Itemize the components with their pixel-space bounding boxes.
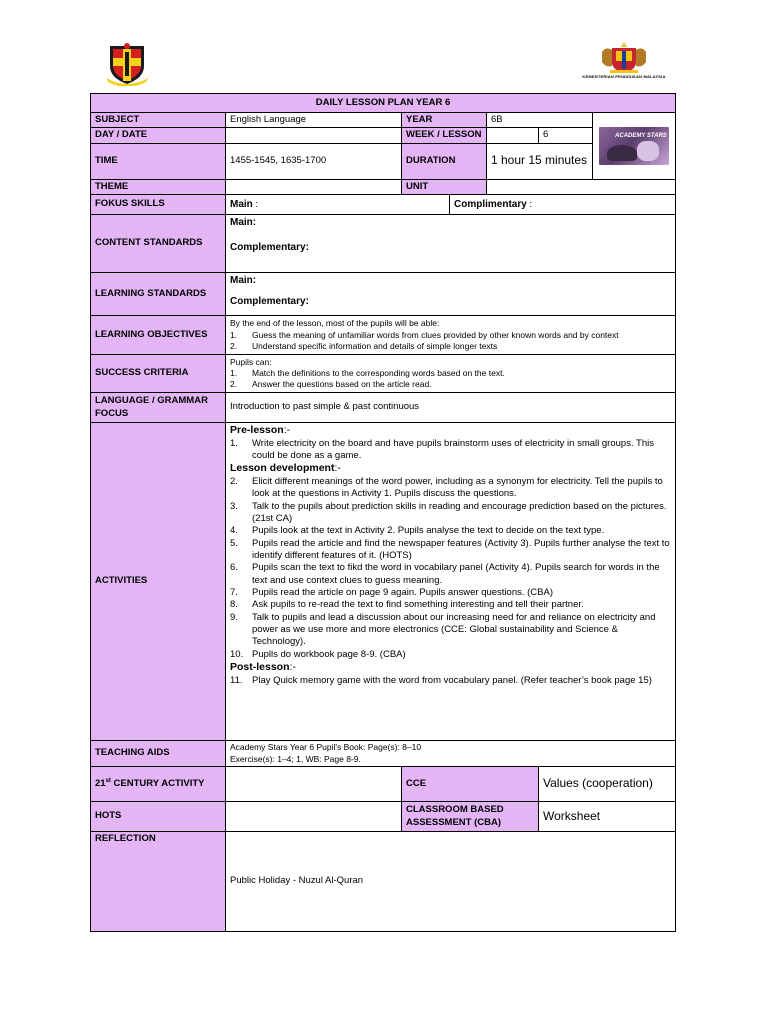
- learning-standards-cell: [226, 273, 676, 316]
- cba-label-line2: ASSESSMENT (CBA): [406, 816, 502, 828]
- time-label: TIME: [91, 143, 226, 179]
- learning-complementary: Complementary:: [230, 296, 309, 308]
- year-value: 6B: [487, 113, 593, 128]
- theme-value: [226, 179, 402, 194]
- activity-num: 1.: [230, 437, 238, 449]
- pre-lesson-suffix: :-: [283, 424, 291, 437]
- pre-lesson-label: Pre-lesson: [230, 424, 284, 437]
- fokus-main: [226, 195, 450, 215]
- unit-label: UNIT: [402, 179, 487, 194]
- day-date-label: DAY / DATE: [91, 128, 226, 143]
- lesson-value: 6: [539, 128, 593, 143]
- learning-objectives-cell: [226, 316, 676, 355]
- content-standards-label: CONTENT STANDARDS: [91, 215, 226, 273]
- activity-item: [230, 438, 671, 463]
- unit-value: [487, 179, 676, 194]
- activity-num: 2.: [230, 476, 238, 487]
- objective-text: Guess the meaning of unfamiliar words from clues provided by other known words and by context: [252, 329, 619, 340]
- lesson-development-suffix: :-: [334, 462, 341, 475]
- content-standards-cell: [226, 215, 676, 273]
- reflection-value: Public Holiday - Nuzul Al-Quran: [226, 832, 676, 932]
- plan-title: DAILY LESSON PLAN YEAR 6: [91, 94, 676, 113]
- cce-value: Values (cooperation): [539, 767, 676, 802]
- cover-cell: [593, 113, 676, 180]
- criteria-item: [230, 379, 671, 390]
- year-label: YEAR: [402, 113, 487, 128]
- activity-item: [230, 675, 671, 687]
- century-sup: st: [105, 777, 111, 784]
- reflection-label: REFLECTION: [91, 832, 226, 932]
- activity-text: Pupils read the article on page 9 again. Pupils answer questions. (CBA): [252, 587, 554, 599]
- teaching-aids-label: TEACHING AIDS: [91, 741, 226, 767]
- objectives-intro: By the end of the lesson, most of the pupils will be able:: [230, 318, 440, 329]
- objective-item: [230, 341, 671, 352]
- activity-item: [230, 587, 671, 599]
- activity-text: Write electricity on the board and have pupils brainstorm uses of electricity in small groups. This could be done as a game.: [252, 437, 654, 462]
- textbook-cover-image: [599, 127, 669, 165]
- activity-item: [230, 649, 671, 661]
- cba-label-line1: CLASSROOM BASED: [406, 804, 504, 816]
- post-lesson-list: [230, 675, 671, 687]
- criteria-item: [230, 368, 671, 379]
- lesson-plan-table: [90, 93, 676, 932]
- language-focus-label: [91, 393, 226, 423]
- activity-text: Pupils read the article and find the newspaper features (Activity 3). Pupils further analyse the text to identify different features of it. (HOTS): [252, 537, 670, 562]
- activity-text: Pupils look at the text in Activity 2. Pupils analyse the text to decide on the text type.: [252, 525, 605, 537]
- fokus-comp-value: :: [526, 198, 533, 210]
- activity-num: 10.: [230, 648, 244, 660]
- activity-text: Elicit different meanings of the word power, including as a synonym for electricity. Tell the pupils to look at the questions in Activity 1. Pupils discuss the questions.: [252, 476, 663, 500]
- activities-label: ACTIVITIES: [91, 423, 226, 741]
- fokus-skills-label: FOKUS SKILLS: [91, 195, 226, 215]
- theme-label: THEME: [91, 179, 226, 194]
- activity-item: [230, 562, 671, 587]
- fokus-comp-label: Complimentary: [454, 198, 527, 210]
- activity-text: Ask pupils to re-read the text to find something interesting and tell their partner.: [252, 599, 584, 611]
- hots-value: [226, 802, 402, 832]
- post-lesson-heading: [230, 661, 671, 675]
- activity-num: 6.: [230, 562, 238, 574]
- teaching-aids-line2: Exercise(s): 1–4; 1, WB: Page 8-9.: [230, 753, 361, 764]
- century-activity-value: [226, 767, 402, 802]
- cover-title: ACADEMY STARS: [615, 132, 667, 139]
- criteria-list: [230, 368, 671, 390]
- content-main: Main:: [230, 217, 257, 229]
- criteria-text: Match the definitions to the corresponding words based on the text.: [252, 368, 505, 378]
- activity-item: [230, 612, 671, 649]
- criteria-intro: Pupils can:: [230, 356, 272, 367]
- objective-num: 1.: [230, 329, 238, 340]
- subject-value: English Language: [226, 113, 402, 128]
- language-focus-label-line2: FOCUS: [95, 407, 129, 419]
- criteria-text: Answer the questions based on the article read.: [252, 379, 432, 390]
- week-value: [487, 128, 539, 143]
- fokus-main-label: Main: [230, 198, 253, 210]
- century-activity-label: [91, 767, 226, 802]
- success-criteria-label: SUCCESS CRITERIA: [91, 355, 226, 393]
- activity-text: Puplls do workbook page 8-9. (CBA): [252, 648, 406, 660]
- ministry-caption: KEMENTERIAN PENDIDIKAN MALAYSIA: [582, 74, 666, 79]
- time-value: 1455-1545, 1635-1700: [226, 143, 402, 179]
- activity-text: Talk to the pupils about prediction skills in reading and encourage prediction based on the pictures. (21st CA): [252, 500, 667, 525]
- hots-label: HOTS: [91, 802, 226, 832]
- activity-num: 3.: [230, 500, 238, 512]
- content-complementary: Complementary:: [230, 242, 309, 254]
- objective-num: 2.: [230, 340, 238, 351]
- cba-value: Worksheet: [539, 802, 676, 832]
- language-focus-value: Introduction to past simple & past continuous: [226, 393, 676, 423]
- century-suffix: CENTURY ACTIVITY: [110, 777, 205, 789]
- pre-lesson-heading: [230, 424, 671, 438]
- learning-main: Main:: [230, 275, 257, 287]
- teaching-aids-line1: Academy Stars Year 6 Pupil's Book: Page(s): 8–10: [230, 742, 422, 753]
- subject-label: SUBJECT: [91, 113, 226, 128]
- duration-value: 1 hour 15 minutes: [487, 143, 593, 179]
- activity-item: [230, 538, 671, 563]
- language-focus-label-line1: LANGUAGE / GRAMMAR: [95, 395, 208, 407]
- week-lesson-label: WEEK / LESSON: [402, 128, 487, 143]
- post-lesson-label: Post-lesson: [230, 661, 290, 674]
- criteria-num: 1.: [230, 368, 238, 378]
- learning-objectives-label: LEARNING OBJECTIVES: [91, 316, 226, 355]
- learning-standards-label: LEARNING STANDARDS: [91, 273, 226, 316]
- duration-label: DURATION: [402, 143, 487, 179]
- activity-num: 4.: [230, 525, 238, 537]
- activity-num: 11.: [230, 674, 243, 686]
- activity-item: [230, 476, 671, 501]
- activity-text: Pupils scan the text to fikd the word in vocabilary panel (Activity 4). Pupils search for words in the text and use context clues to guess meaning.: [252, 562, 660, 586]
- day-date-value: [226, 128, 402, 143]
- criteria-num: 2.: [230, 379, 238, 390]
- objectives-list: [230, 330, 671, 352]
- activity-num: 7.: [230, 587, 238, 599]
- activities-cell: [226, 423, 676, 741]
- fokus-complimentary: [450, 195, 676, 215]
- teaching-aids-cell: [226, 741, 676, 767]
- objective-text: Understand specific information and details of simple longer texts: [252, 340, 498, 351]
- activity-text: Play Quick memory game with the word from vocabulary panel. (Refer teacher’s book page 15): [252, 674, 652, 686]
- activity-num: 9.: [230, 611, 238, 623]
- post-lesson-suffix: :-: [289, 661, 296, 674]
- success-criteria-cell: [226, 355, 676, 393]
- ministry-crest-icon: [578, 42, 670, 84]
- century-prefix: 21: [95, 777, 106, 789]
- objective-item: [230, 330, 671, 341]
- cba-label: [402, 802, 539, 832]
- activity-item: [230, 525, 671, 537]
- activity-num: 5.: [230, 537, 238, 549]
- lesson-development-label: Lesson development: [230, 462, 335, 475]
- fokus-main-value: :: [252, 198, 259, 210]
- activity-item: [230, 501, 671, 526]
- activity-text: Talk to pupils and lead a discussion about our increasing need for and reliance on electricity and power as we use more and more electronics (CCE: Global sustainability and Science & Technology).: [252, 611, 656, 648]
- lesson-development-list: [230, 476, 671, 661]
- school-crest-icon: [104, 42, 150, 86]
- lesson-development-heading: [230, 462, 671, 476]
- cce-label: CCE: [402, 767, 539, 802]
- activity-num: 8.: [230, 599, 238, 611]
- pre-lesson-list: [230, 438, 671, 463]
- activity-item: [230, 599, 671, 611]
